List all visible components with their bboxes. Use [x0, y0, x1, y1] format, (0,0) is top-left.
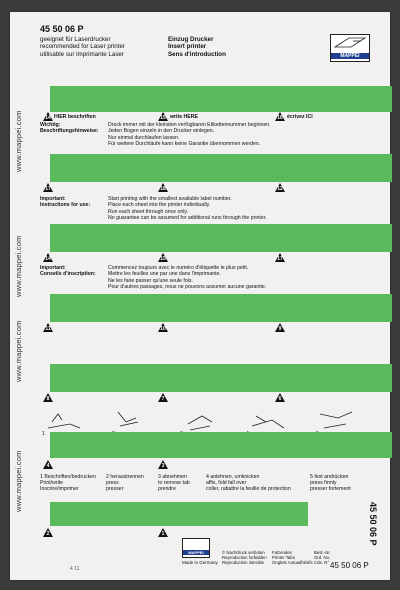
- website-vertical-2: www.mappei.com: [14, 235, 23, 297]
- svg-text:1: 1: [42, 431, 45, 436]
- footer-product-code: 45 50 06 P: [330, 561, 369, 570]
- website-vertical-1: www.mappei.com: [14, 110, 23, 172]
- instructions-de-body: Druck immer mit der kleinsten verfügbaren Etikettennummer beginnen. Jeden Bogen einzeln in den Drucker einlegen. Nur einmal durchlaufen lassen. Für weitere Durchläufe kann keine Garantie übernommen werden.: [108, 122, 271, 148]
- label-strip-5: [50, 364, 392, 392]
- label-strip-2: [50, 154, 392, 182]
- label-strip-7: [50, 502, 308, 526]
- instructions-en-body: Start printing with the smallest available label number. Place each sheet into the printer individually. Run each sheet through once only. No guarantee can be assumed for additional runs through the printer.: [108, 196, 267, 222]
- printer-feed-icon: [331, 35, 369, 49]
- application-steps-illustration: [40, 402, 385, 436]
- step-2-text: 2 heraustrennen press presser: [106, 474, 144, 493]
- write-label-fr: écrivez ICI: [287, 114, 313, 120]
- copyright-text: © Nachdruck verboten Reproduction forbidden Reproduction interdite: [222, 550, 267, 565]
- order-number-label: Best.-Nr. Ord. No. Cde. N°: [314, 550, 331, 565]
- footer-logo: MAPPEI: [182, 538, 210, 558]
- mappei-logo-box: [330, 34, 370, 62]
- step-1-text: 1 Beschriften/bedrucken Print/write Inscrire/imprimer: [40, 474, 96, 493]
- label-sheet: www.mappei.com www.mappei.com www.mappei.com www.mappei.com 45 50 06 P geeignet für Laserdrucker recommended for Laser printer utilisable sur imprimante Laser Einzug Drucker Insert printer Sens d'introduction MAPPEI 14 15 16 HIER beschriften write HERE écrivez ICI Wichtig: Beschriftungshinweise: Druck immer mit der kleinsten verfügbaren Etikettennummer beginnen. Jeden Bogen einzeln in den Drucker einlegen. Nur einmal durchlaufen lassen. Für weitere Durchläufe kann keine Garantie übernommen werden. 17 18 12 Important: Instructions for use: Start printing with the smallest available label number. Place each sheet into the printer individually. Run each sheet through once only. No guarantee can be assumed for additional runs through the printer. 14 15 17 Important: Conseils d'inscription: Commencez toujours avec le numéro d'étiquette le plus petit. Mettre les feuilles une par une dans l'imprimante. Ne les faire passer qu'une seule fois. Pour d'autres passages, nous ne pouvons assumer aucune garantie. 11 10 9 8 7 6 1 4 3 1 Beschriften/bedrucken Print/write Inscrire/imprimer 2 heraustrennen press presser 3 abnehmen to remove tab prendre 4 anlehnen, umknicken affix, fold fall over coller, rabattre la feuille de protection 5 fest andrücken press firmly presser fortement 2 1 45 50 06 P 4 11 MAPPEI Made in Germany © Nachdruck verboten Reproduction forbidden Reproduction interdite Falzendes Printer Tabs Onglets Autoadhésifs Best.-Nr. Ord. No. Cde. N° 45 50 06 P: [10, 12, 390, 580]
- instructions-de-heading: Wichtig: Beschriftungshinweise:: [40, 122, 99, 135]
- product-code: 45 50 06 P: [40, 24, 84, 34]
- product-type-text: Falzendes Printer Tabs Onglets Autoadhésifs: [272, 550, 313, 565]
- instructions-en-heading: Important: Instructions for use:: [40, 196, 91, 209]
- write-label-de: HIER beschriften: [54, 114, 96, 120]
- suitability-text: geeignet für Laserdrucker recommended for Laser printer utilisable sur imprimante Laser: [40, 36, 125, 58]
- write-label-en: write HERE: [170, 114, 198, 120]
- instructions-fr-body: Commencez toujours avec le numéro d'étiquette le plus petit. Mettre les feuilles une par une dans l'imprimante. Ne les faire passer qu'une seule fois. Pour d'autres passages, nous ne pouvons assumer aucune garantie.: [108, 265, 267, 291]
- step-3-text: 3 abnehmen to remove tab prendre: [158, 474, 190, 493]
- brand-logo: MAPPEI: [331, 53, 369, 59]
- label-strip-3: [50, 224, 392, 252]
- label-strip-1: [50, 86, 392, 112]
- step-5-text: 5 fest andrücken press firmly presser fortement: [310, 474, 351, 493]
- website-vertical-3: www.mappei.com: [14, 320, 23, 382]
- made-in-text: Made in Germany: [182, 560, 218, 565]
- print-code: 4 11: [70, 566, 80, 572]
- step-4-text: 4 anlehnen, umknicken affix, fold fall over coller, rabattre la feuille de protection: [206, 474, 291, 493]
- feed-direction-text: Einzug Drucker Insert printer Sens d'introduction: [168, 36, 226, 58]
- instructions-fr-heading: Important: Conseils d'inscription:: [40, 265, 96, 278]
- label-strip-4: [50, 294, 392, 322]
- hand-steps-icon: [40, 402, 385, 436]
- website-vertical-4: www.mappei.com: [14, 450, 23, 512]
- rotated-product-code: 45 50 06 P: [368, 502, 378, 546]
- label-strip-6: [50, 432, 392, 458]
